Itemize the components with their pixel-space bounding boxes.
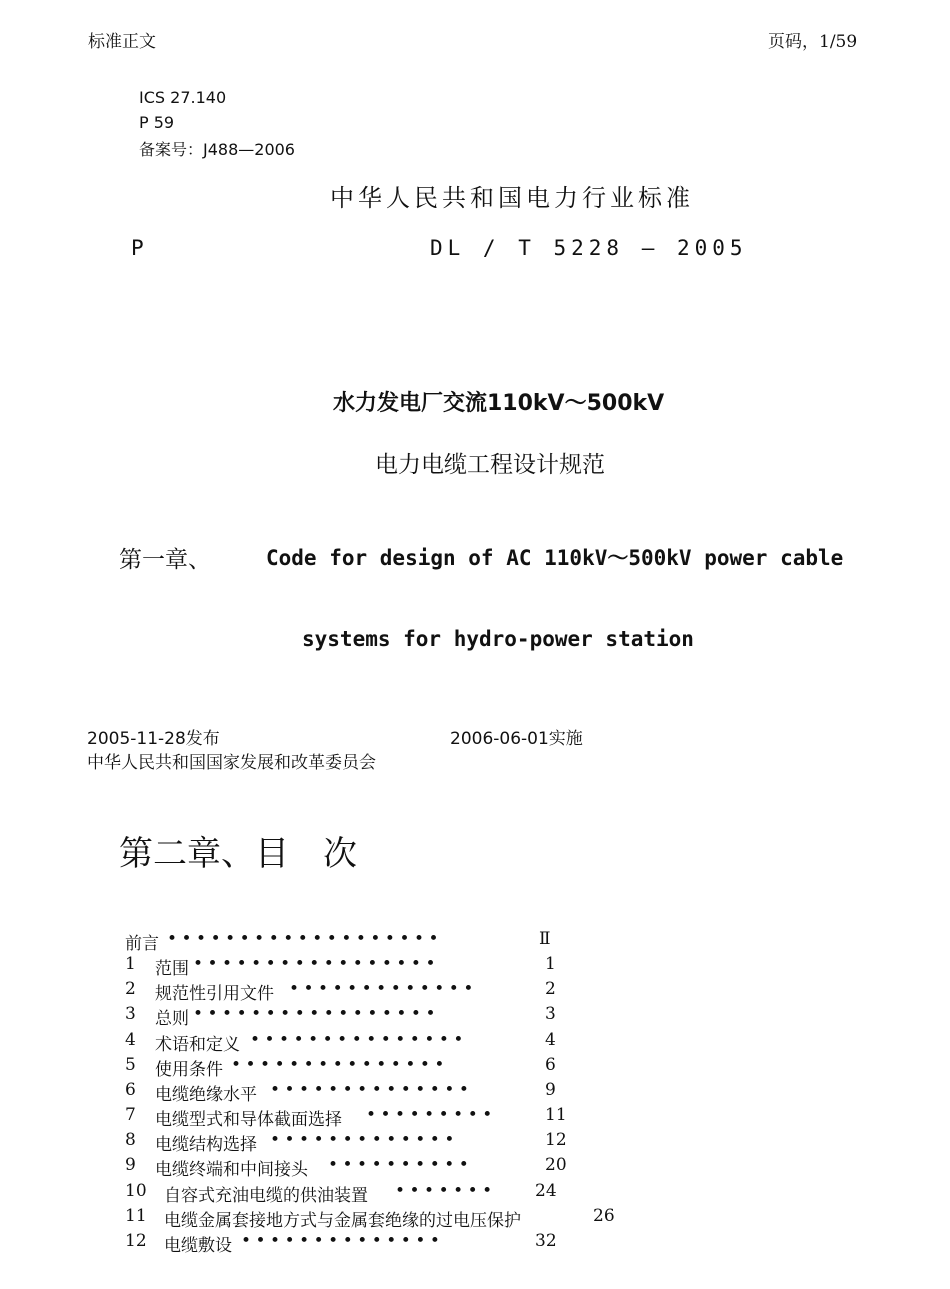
toc-title: 自容式充油电缆的供油装置	[164, 1186, 368, 1206]
toc-dots: •••••••••••••••	[231, 1055, 449, 1075]
chapter-one-label: 第一章、	[119, 547, 211, 573]
toc-num: 8	[125, 1130, 136, 1150]
toc-heading: 第二章、目 次	[119, 834, 357, 874]
toc-dots: ••••••••••	[328, 1155, 474, 1175]
toc-page: 11	[545, 1105, 567, 1125]
toc-dots: •••••••••	[366, 1105, 497, 1125]
standard-code-prefix: P	[131, 236, 144, 260]
toc-dots: ••••••••••••••	[270, 1080, 474, 1100]
toc-dots: •••••••••••••••••••	[167, 929, 444, 949]
toc-page: 3	[545, 1004, 556, 1024]
toc-page: 26	[593, 1206, 615, 1226]
toc-num: 10	[125, 1181, 147, 1201]
toc-num: 5	[125, 1055, 136, 1075]
title-cn-line1: 水力发电厂交流110kV～500kV	[333, 391, 665, 416]
running-header-page: 页码，1/59	[768, 32, 858, 52]
toc-page: 1	[545, 954, 556, 974]
toc-title: 电缆敷设	[164, 1236, 232, 1256]
issuing-authority: 中华人民共和国国家发展和改革委员会	[87, 753, 376, 773]
toc-title: 电缆绝缘水平	[155, 1085, 257, 1105]
toc-title: 规范性引用文件	[155, 984, 274, 1004]
toc-dots: •••••••••••••••••	[193, 1004, 440, 1024]
toc-num: 9	[125, 1155, 136, 1175]
p-code: P 59	[139, 113, 175, 132]
running-header-left: 标准正文	[88, 32, 156, 52]
toc-page: 9	[545, 1080, 556, 1100]
toc-page: 20	[545, 1155, 567, 1175]
industry-standard-title: 中华人民共和国电力行业标准	[330, 184, 694, 212]
toc-dots: ••••••••••••••	[241, 1231, 445, 1251]
toc-page: 12	[545, 1130, 567, 1150]
toc-title: 电缆结构选择	[155, 1135, 257, 1155]
toc-page: Ⅱ	[539, 929, 551, 949]
toc-page: 32	[535, 1231, 557, 1251]
toc-dots: •••••••••••••••	[250, 1030, 468, 1050]
toc-title: 范围	[155, 959, 189, 979]
toc-page: 24	[535, 1181, 557, 1201]
toc-title: 电缆终端和中间接头	[155, 1160, 308, 1180]
title-en-line2: systems for hydro-power station	[302, 627, 694, 651]
ics-number: ICS 27.140	[139, 88, 227, 107]
filing-number: 备案号：J488—2006	[139, 140, 295, 159]
toc-num: 2	[125, 979, 136, 999]
toc-page: 6	[545, 1055, 556, 1075]
toc-dots: •••••••	[395, 1181, 497, 1201]
effective-date: 2006-06-01实施	[450, 729, 583, 749]
toc-num: 7	[125, 1105, 136, 1125]
toc-page: 2	[545, 979, 556, 999]
toc-page: 4	[545, 1030, 556, 1050]
toc-title: 术语和定义	[155, 1035, 240, 1055]
toc-title: 前言	[125, 934, 159, 954]
toc-num: 12	[125, 1231, 147, 1251]
toc-title: 电缆型式和导体截面选择	[155, 1110, 342, 1130]
toc-title: 电缆金属套接地方式与金属套绝缘的过电压保护	[164, 1211, 521, 1231]
title-en-line1: Code for design of AC 110kV～500kV power cable	[266, 546, 844, 570]
title-cn-line2: 电力电缆工程设计规范	[375, 452, 605, 478]
issue-date: 2005-11-28发布	[87, 729, 220, 749]
toc-num: 1	[125, 954, 136, 974]
toc-num: 11	[125, 1206, 147, 1226]
toc-dots: •••••••••••••	[270, 1130, 459, 1150]
toc-num: 3	[125, 1004, 136, 1024]
toc-title: 总则	[155, 1009, 189, 1029]
toc-title: 使用条件	[155, 1060, 223, 1080]
toc-num: 6	[125, 1080, 136, 1100]
toc-num: 4	[125, 1030, 136, 1050]
toc-dots: •••••••••••••	[289, 979, 478, 999]
toc-dots: •••••••••••••••••	[193, 954, 440, 974]
standard-code: DL / T 5228 — 2005	[430, 236, 748, 260]
